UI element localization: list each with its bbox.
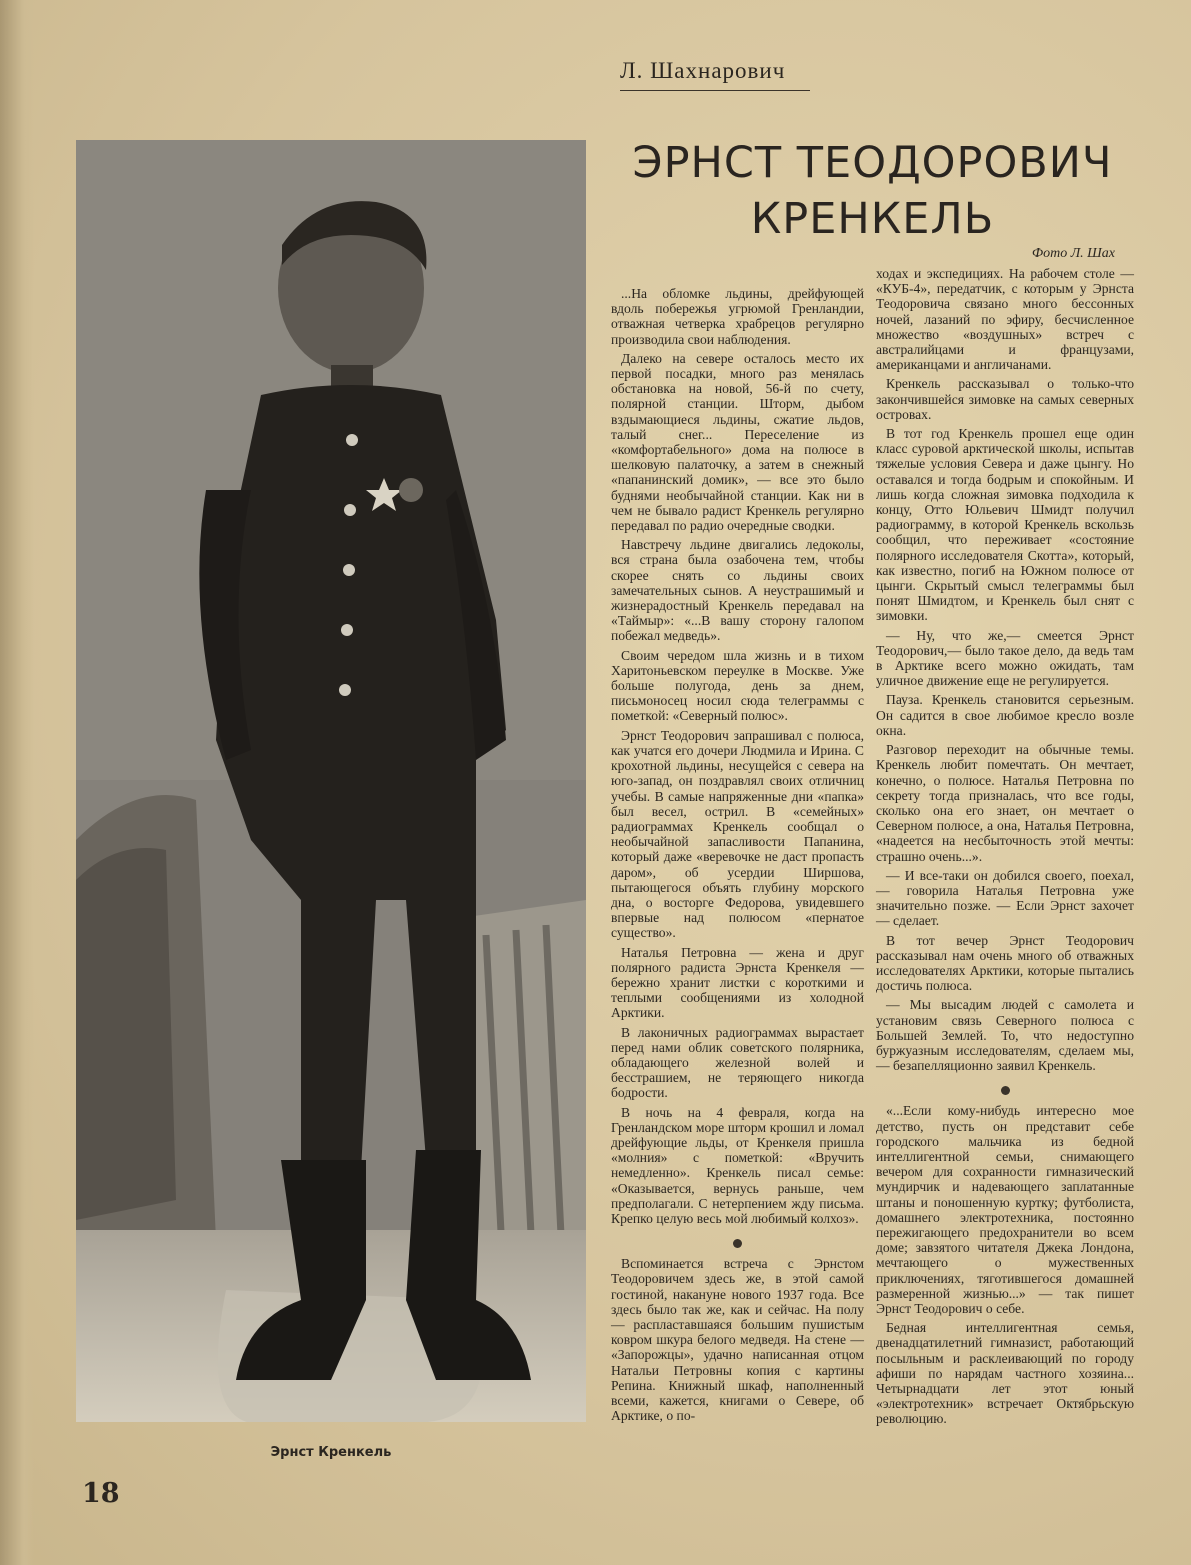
paragraph: Кренкель рассказывал о только-что закончившейся зимовке на самых северных островах. [876, 376, 1134, 422]
paragraph: ходах и экспедициях. На рабочем столе — «КУБ-4», передатчик, с которым у Эрнста Теодоровича связано много бессонных ночей, лазаний по эфиру, бесчисленное множество «воздушных» встреч с австралийцами и французами, американцами и англичанами. [876, 266, 1134, 373]
article-title [600, 135, 1145, 247]
paragraph: ...На обломке льдины, дрейфующей вдоль побережья угрюмой Гренландии, отважная четверка храбрецов регулярно производила свои наблюдения. [611, 286, 864, 347]
photo-credit: Фото Л. Шах [1031, 246, 1115, 261]
bullet-ornament [1001, 1086, 1010, 1095]
article-column-2 [876, 266, 1134, 1431]
paragraph: — Мы высадим людей с самолета и установим связь Северного полюса с Большей Землей. То, что недоступно буржуазным исследователям, сделаем мы,— безапелляционно заявил Кренкель. [876, 997, 1134, 1074]
paragraph: Наталья Петровна — жена и друг полярного радиста Эрнста Кренкеля — бережно хранит листки с короткими и теплыми сообщениями из холодной Арктики. [611, 944, 864, 1021]
page-edge [0, 0, 34, 1565]
title-line-1: ЭРНСТ ТЕОДОРОВИЧ [632, 138, 1113, 188]
paragraph: «...Если кому-нибудь интересно мое детство, пусть он представит себе городского мальчика из бедной интеллигентной семьи, снимающего вечером для сохранности гимназический мундирчик и надевающего заплатанные штаны и поношенную куртку; футболиста, домашнего электротехника, постоянно пережигающего предохранители во всем доме; завзятого читателя Джека Лондона, мечтающего о мужественных приключениях, тяготившегося домашней размеренной жизнью...» — так пишет Эрнст Теодорович о себе. [876, 1103, 1134, 1316]
paragraph: Своим чередом шла жизнь и в тихом Харитоньевском переулке в Москве. Уже больше полугода, день за днем, письмоносец носил сюда телеграммы с пометкой: «Северный полюс». [611, 647, 864, 724]
paragraph: Пауза. Кренкель становится серьезным. Он садится в свое любимое кресло возле окна. [876, 692, 1134, 738]
author-byline: Л. Шахнарович [620, 58, 810, 91]
paragraph: В тот вечер Эрнст Теодорович рассказывал нам очень много об отважных исследователях Арктики, которые пытались достичь полюса. [876, 932, 1134, 994]
medal [399, 478, 423, 502]
bullet-ornament [733, 1239, 742, 1248]
paragraph: В ночь на 4 февраля, когда на Гренландском море шторм крошил и ломал дрейфующие льды, от Кренкеля пришла «молния» с пометкой: «Вручить немедленно». Кренкель писал семье: «Оказывается, вернусь раньше, чем предполагали. С нетерпением жду письма. Крепко целую весь мой любимый колхоз». [611, 1104, 864, 1226]
paragraph: — И все-таки он добился своего, поехал,— говорила Наталья Петровна уже значительно позже. — Если Эрнст захочет — сделает. [876, 867, 1134, 929]
paragraph: Разговор переходит на обычные темы. Кренкель любит помечтать. Он мечтает, конечно, о полюсе. Наталья Петровна по секрету тогда призналась, что все годы, сколько она его знает, он мечтает о Северном полюсе, а она, Наталья Петровна, «надеется на несбыточность этой мечты: страшно очень...». [876, 742, 1134, 864]
portrait-illustration [76, 140, 586, 1422]
paragraph: — Ну, что же,— смеется Эрнст Теодорович,— было такое дело, да ведь там в Арктике всего можно ожидать, там уличное движение еще не регулируется. [876, 627, 1134, 689]
photo-caption: Эрнст Кренкель [270, 1445, 392, 1460]
section-divider [611, 1230, 864, 1256]
paragraph: Вспоминается встреча с Эрнстом Теодоровичем здесь же, в этой самой гостиной, накануне нового 1937 года. Все здесь было так же, как и сейчас. На полу — распластавшаяся большим пушистым ковром шкура белого медведя. На стене — «Запорожцы», удачно написанная отцом Натальи Петровны копия с картины Репина. Книжный шкаф, наполненный всеми, кажется, книгами о Севере, об Арктике, о по- [611, 1256, 864, 1424]
portrait-photo [76, 140, 586, 1422]
paragraph: Эрнст Теодорович запрашивал с полюса, как учатся его дочери Людмила и Ирина. С крохотной льдины, несущейся с севера на юго-запад, он поздравлял своих отличниц учебы. В самые напряженные дни «папка» был весел, острил. В «семейных» радиограммах Кренкель сообщал о необычайной запасливости Папанина, который даже «веревочке не даст пропасть даром», об усердии Ширшова, пытающегося объять глубину морского дна, о восторге Федорова, увидевшего впервые над полюсом «пернатое существо». [611, 727, 864, 941]
section-divider [876, 1077, 1134, 1103]
paragraph: Навстречу льдине двигались ледоколы, вся страна была озабочена тем, чтобы скорее снять со льдины своих замечательных сынов. А неустрашимый и жизнерадостный Кренкель передавал на «Таймыр»: «...В вашу сторону галопом побежал медведь». [611, 537, 864, 644]
paragraph: В лаконичных радиограммах вырастает перед нами облик советского полярника, обладающего железной волей и бесстрашием, не теряющего никогда бодрости. [611, 1024, 864, 1101]
paragraph: В тот год Кренкель прошел еще один класс суровой арктической школы, испытав тяжелые условия Севера и даже цынгу. Но оставался и тогда бодрым и спокойным. И лишь когда сложная зимовка подходила к концу, Отто Юльевич Шмидт получил радиограмму, в которой Кренкель вскользь сообщил, что переживает «состояние полярного исследователя Скотта», который, как известно, погиб на Южном полюсе от цынги. Скрытый смысл телеграммы был понят Шмидтом, и Кренкель был снят с зимовки. [876, 426, 1134, 624]
paragraph: Далеко на севере осталось место их первой посадки, много раз менялась обстановка на новой, 56-й по счету, полярной станции. Шторм, дыбом вздымающиеся льдины, сжатие льдов, талый снег... Переселение из «комфортабельного» дома на полюсе в шелковую палаточку, а затем в снежный «папанинский домик», — все это было буднями необычайной станции. Как ни в чем не бывало радист Кренкель регулярно передавал по радио очередные сводки. [611, 350, 864, 534]
paragraph: Бедная интеллигентная семья, двенадцатилетний гимназист, работающий посыльным и расклеивающий по городу афиши по нарядам частного хозяина... Четырнадцати лет этот юный «электротехник» встречает Октябрьскую революцию. [876, 1320, 1134, 1427]
page-number: 18 [82, 1478, 120, 1509]
article-column-1 [611, 286, 864, 1427]
title-line-2: КРЕНКЕЛЬ [750, 194, 995, 244]
